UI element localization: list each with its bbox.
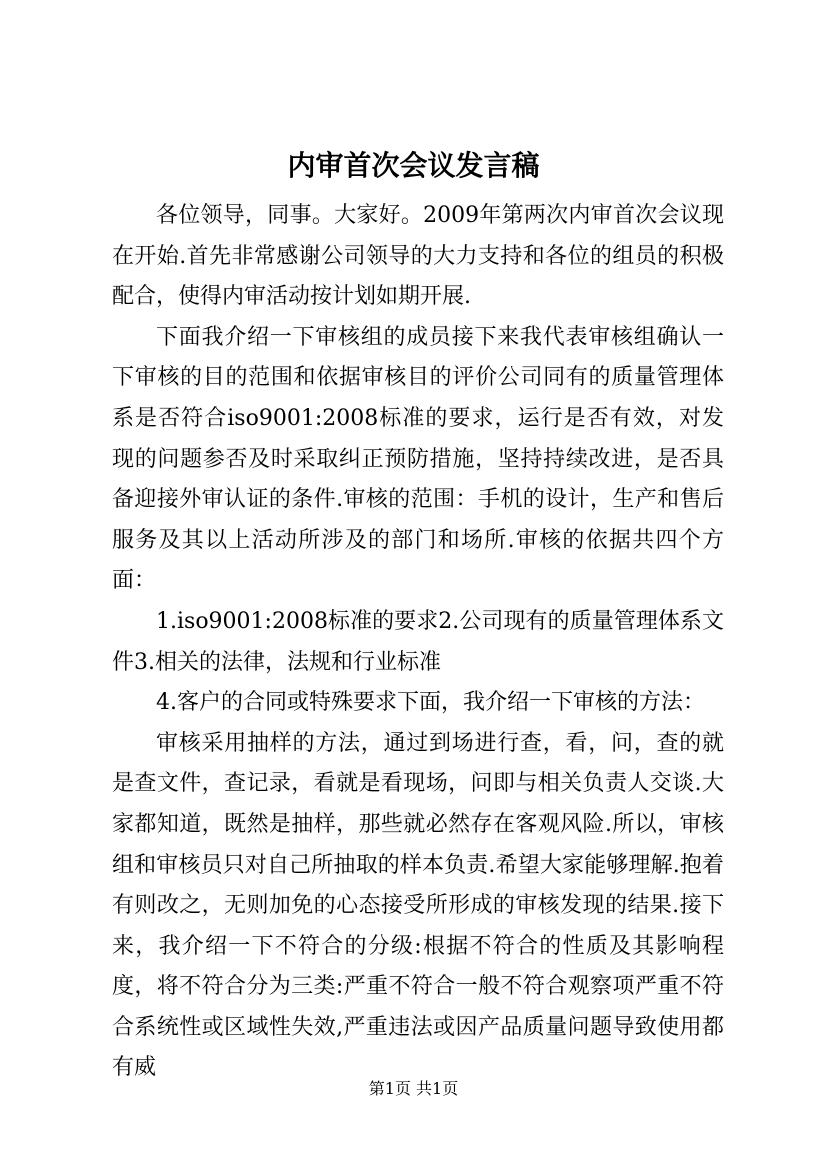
page-number-footer: 第1页 共1页 [368,1079,459,1098]
paragraph-opening: 各位领导，同事。大家好。2009年第两次内审首次会议现在开始.首先非常感谢公司领导的大力支持和各位的组员的积极配合，使得内审活动按计划如期开展. [112,203,724,310]
paragraph-customer-requirements: 4.客户的合同或特殊要求下面，我介绍一下审核的方法： [156,690,705,716]
document-body [112,196,724,1089]
document-title: 内审首次会议发言稿 [287,149,540,182]
paragraph-audit-basis: 1.iso9001:2008标准的要求2.公司现有的质量管理体系文件3.相关的法律，法规和行业标准 [112,608,724,675]
paragraph-audit-method: 审核采用抽样的方法，通过到场进行查，看，问，查的就是查文件，查记录，看就是看现场，问即与相关负责人交谈.大家都知道，既然是抽样，那些就必然存在客观风险.所以，审核组和审核员只对自己所抽取的样本负责.希望大家能够理解.抱着有则改之，无则加免的心态接受所形成的审核发现的结果.接下来，我介绍一下不符合的分级:根据不符合的性质及其影响程度，将不符合分为三类:严重不符合一般不符合观察项严重不符合系统性或区域性失效,严重违法或因产品质量问题导致使用都有威 [112,730,724,1081]
paragraph-audit-scope: 下面我介绍一下审核组的成员接下来我代表审核组确认一下审核的目的范围和依据审核目的评价公司同有的质量管理体系是否符合iso9001:2008标准的要求，运行是否有效，对发现的问题参否及时采取纠正预防措施，坚持持续改进，是否具备迎接外审认证的条件.审核的范围：手机的设计，生产和售后服务及其以上活动所涉及的部门和场所.审核的依据共四个方面： [112,324,724,594]
